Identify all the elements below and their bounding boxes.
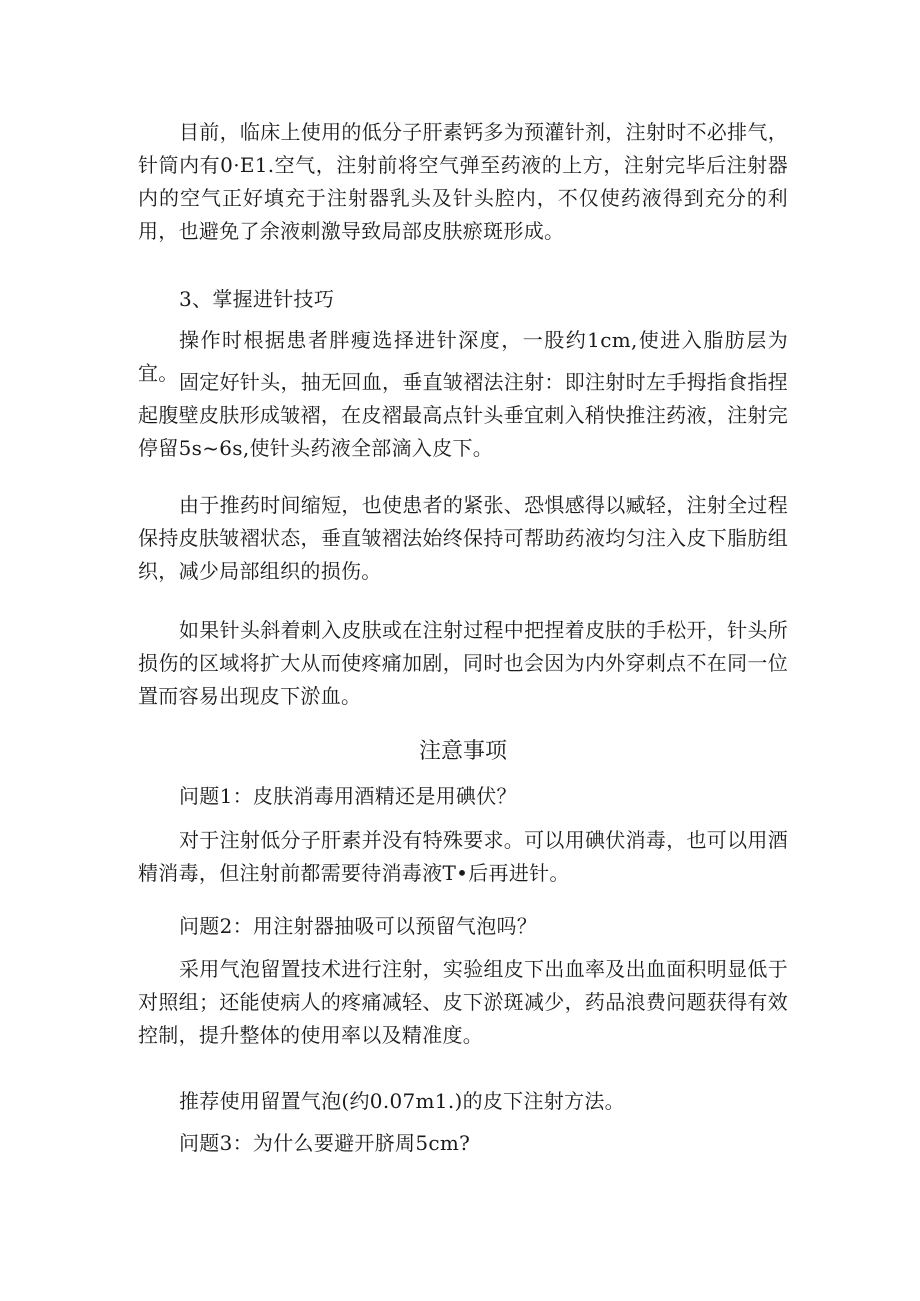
- paragraph-vertical-fold: 固定好针头，抽无回血，垂直皱褶法注射：即注射时左手拇指食指捏起腹壁皮肤形成皱褶，在皮褶最高点针头垂宜刺入稍快推注药液，注射完停留5s~6s,使针头药液全部滴入皮下。: [138, 370, 788, 460]
- section-heading: 注意事项: [418, 739, 507, 764]
- paragraph-answer-2: 采用气泡留置技术进行注射，实验组皮下出血率及出血面积明显低于对照组；还能使病人的疼痛减轻、皮下淤斑减少，药品浪费问题获得有效控制，提升整体的使用率以及精准度。: [138, 957, 788, 1047]
- paragraph-recommendation: 推荐使用留置气泡(约0.07m1.)的皮下注射方法。: [179, 1089, 625, 1113]
- paragraph-question-3: 问题3：为什么要避开脐周5cm?: [179, 1131, 471, 1155]
- paragraph-step-heading: 3、掌握进针技巧: [179, 287, 335, 311]
- paragraph-oblique-needle: 如果针头斜着刺入皮肤或在注射过程中把捏着皮肤的手松开，针头所损伤的区域将扩大从而使疼痛加剧，同时也会因为内外穿刺点不在同一位置而容易出现皮下淤血。: [138, 618, 788, 708]
- paragraph-question-1: 问题1：皮肤消毒用酒精还是用碘伏？: [179, 784, 517, 808]
- paragraph-question-2: 问题2：用注射器抽吸可以预留气泡吗？: [179, 914, 538, 938]
- paragraph-answer-1: 对于注射低分子肝素并没有特殊要求。可以用碘伏消毒，也可以用酒精消毒，但注射前都需要待消毒液T•后再进针。: [138, 828, 788, 885]
- paragraph-prefilled-syringe: 目前，临床上使用的低分子肝素钙多为预灌针剂，注射时不必排气，针筒内有0·E1.空气，注射前将空气弹至药液的上方，注射完毕后注射器内的空气正好填充于注射器乳头及针头腔内，不仅使药液得到充分的利用，也避免了余液刺激导致局部皮肤瘀斑形成。: [138, 120, 788, 243]
- paragraph-reduced-anxiety: 由于推药时间缩短，也使患者的紧张、恐惧感得以臧轻，注射全过程保持皮肤皱褶状态，垂直皱褶法始终保持可帮助药液均匀注入皮下脂肪组织，减少局部组织的损伤。: [138, 493, 788, 583]
- paragraph-needle-depth: 操作时根据患者胖瘦选择进针深度，一股约1cm,使进入脂肪层为宜。: [138, 328, 788, 385]
